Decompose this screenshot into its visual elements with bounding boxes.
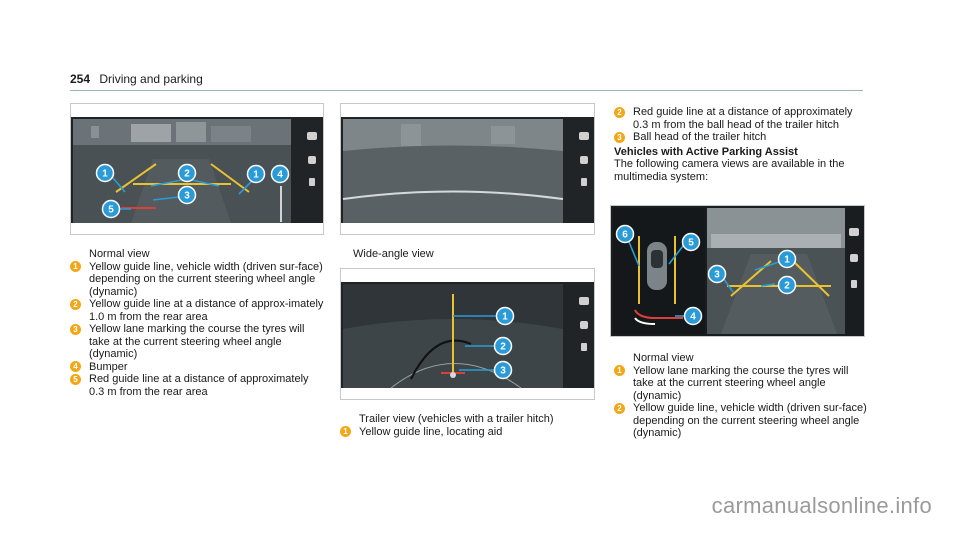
- list-item: [614, 402, 868, 440]
- col3-bottom-text: [614, 352, 868, 440]
- callout-label: 1: [502, 311, 508, 323]
- item-badge: 2: [70, 299, 81, 310]
- item-badge: 3: [70, 324, 81, 335]
- page-header: [70, 72, 203, 86]
- list-item-text: Red guide line at a distance of approximately 0.3 m from the rear area: [89, 373, 309, 398]
- watermark: carmanualsonline.info: [711, 493, 932, 518]
- callout-label: 2: [500, 341, 506, 353]
- header-rule: [70, 90, 863, 91]
- callout-label: 5: [108, 204, 114, 216]
- callout-label: 3: [714, 269, 720, 281]
- item-badge: 1: [70, 261, 81, 272]
- item-badge: 1: [614, 365, 625, 376]
- camera-normal-view-image: [70, 103, 324, 235]
- item-badge: 5: [70, 374, 81, 385]
- callout-label: 4: [690, 311, 696, 323]
- list-item-text: Yellow guide line, vehicle width (driven sur-face) depending on the current steering wheel angle (dynamic): [633, 402, 867, 439]
- callout-label: 3: [184, 190, 190, 202]
- camera-parking-assist-image: [610, 205, 865, 337]
- list-item-text: Yellow guide line at a distance of approx-imately 1.0 m from the rear area: [89, 298, 324, 323]
- list-item: [70, 361, 326, 374]
- normal-view-caption: Normal view: [89, 248, 150, 260]
- item-badge: 4: [70, 361, 81, 372]
- callout-label: 1: [102, 168, 108, 180]
- list-item: [614, 131, 868, 144]
- camera-trailer-view-image: [340, 268, 595, 400]
- list-item: [340, 426, 596, 439]
- col1-text: [70, 248, 326, 398]
- section-title: Driving and parking: [99, 72, 203, 86]
- item-badge: 2: [614, 107, 625, 118]
- camera-wide-angle-view-image: [340, 103, 595, 235]
- wide-angle-caption: Wide-angle view: [353, 248, 434, 260]
- item-badge: 1: [340, 426, 351, 437]
- list-item: [70, 323, 326, 361]
- callout-label: 5: [688, 237, 694, 249]
- col3-top-text: [614, 106, 868, 183]
- list-item-text: Ball head of the trailer hitch: [633, 131, 767, 143]
- callout-markers: [495, 308, 514, 379]
- assist-view-caption: Normal view: [633, 352, 694, 364]
- callout-label: 6: [622, 229, 628, 241]
- list-item: [614, 106, 868, 131]
- list-item-text: Yellow guide line, locating aid: [359, 425, 503, 438]
- list-item: [70, 373, 326, 398]
- callout-label: 1: [784, 254, 790, 266]
- callout-label: 1: [253, 169, 259, 181]
- callout-label: 2: [784, 280, 790, 292]
- list-item-text: Yellow guide line, vehicle width (driven sur-face) depending on the current steering wheel angle (dynamic): [89, 260, 323, 298]
- list-item-text: Yellow lane marking the course the tyres will take at the current steering wheel angle (dynamic): [89, 323, 305, 360]
- intro-text: The following camera views are available in the multimedia system:: [614, 158, 845, 183]
- callout-label: 2: [184, 168, 190, 180]
- list-item-text: Yellow lane marking the course the tyres will take at the current steering wheel angle (dynamic): [633, 364, 849, 402]
- list-item: [70, 298, 326, 323]
- list-item-text: Bumper: [89, 360, 128, 373]
- list-item: [70, 261, 326, 299]
- col2-text: [340, 413, 596, 438]
- list-item-text: Red guide line at a distance of approximately 0.3 m from the ball head of the trailer hitch: [633, 106, 853, 131]
- subheading: Vehicles with Active Parking Assist: [614, 145, 798, 158]
- callout-label: 3: [500, 365, 506, 377]
- list-item: [614, 365, 868, 403]
- item-badge: 2: [614, 403, 625, 414]
- callout-label: 4: [277, 169, 283, 181]
- trailer-view-caption: Trailer view (vehicles with a trailer hitch): [359, 413, 554, 425]
- item-badge: 3: [614, 132, 625, 143]
- page-number: 254: [70, 72, 91, 86]
